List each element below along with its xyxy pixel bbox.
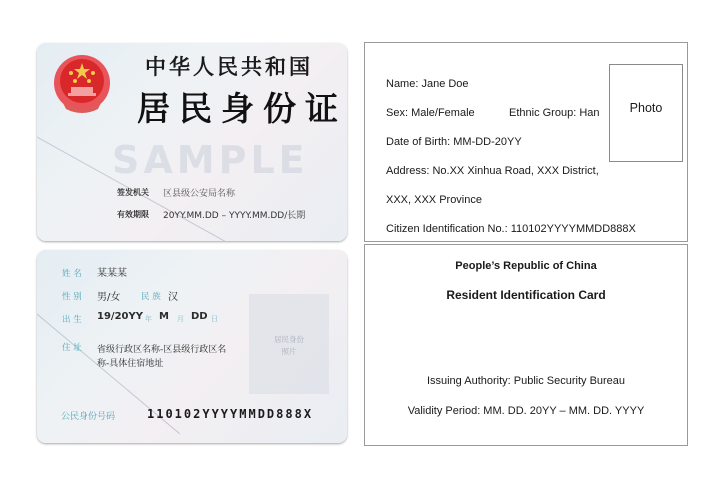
month-unit: 月 bbox=[177, 315, 184, 323]
date-of-birth-field: Date of Birth: MM-DD-20YY bbox=[386, 136, 522, 148]
issuing-authority-value: 区县级公安局名称 bbox=[163, 189, 236, 199]
citizen-id-field: Citizen Identification No.: 110102YYYYMMDD888X bbox=[386, 223, 636, 235]
sample-watermark: SAMPLE bbox=[112, 138, 309, 182]
birth-month: M bbox=[159, 311, 169, 322]
photo-placeholder-text: 居民身份 bbox=[274, 335, 304, 344]
id-card-back bbox=[37, 250, 347, 443]
issuing-authority-label: 签发机关 bbox=[117, 188, 149, 197]
national-emblem-icon bbox=[52, 53, 112, 117]
name-value-cn: 某某某 bbox=[97, 268, 127, 279]
address-label-cn: 住 址 bbox=[62, 343, 82, 353]
photo-placeholder bbox=[249, 294, 329, 394]
validity-period: Validity Period: MM. DD. 20YY – MM. DD. YYYY bbox=[407, 405, 645, 417]
id-number-label-cn: 公民身份号码 bbox=[61, 412, 116, 422]
address-line2-cn: 称-具体住宿地址 bbox=[97, 359, 164, 369]
issuing-authority: Issuing Authority: Public Security Bureau bbox=[426, 375, 626, 387]
photo-label: Photo bbox=[629, 101, 663, 115]
photo-placeholder-text: 照片 bbox=[281, 347, 297, 356]
english-translation-front bbox=[364, 42, 688, 242]
address-line2-field: XXX, XXX Province bbox=[386, 194, 482, 206]
ethnic-label-cn: 民 族 bbox=[141, 292, 161, 302]
card-title: Resident Identification Card bbox=[446, 288, 606, 302]
year-unit: 年 bbox=[145, 315, 152, 323]
validity-value: 20YY.MM.DD – YYYY.MM.DD/长期 bbox=[163, 211, 306, 221]
name-label-cn: 姓 名 bbox=[62, 269, 82, 279]
english-translation-back bbox=[364, 244, 688, 446]
id-card-front bbox=[37, 43, 347, 241]
id-number-cn: 110102YYYYMMDD888X bbox=[147, 407, 314, 421]
address-line1-cn: 省级行政区名称-区县级行政区名 bbox=[97, 345, 227, 355]
sex-field: Sex: Male/Female bbox=[386, 107, 475, 119]
validity-label: 有效期限 bbox=[117, 210, 149, 219]
sex-label-cn: 性 别 bbox=[62, 292, 82, 302]
sex-value-cn: 男/女 bbox=[97, 292, 121, 303]
address-line1-field: Address: No.XX Xinhua Road, XXX District, bbox=[386, 165, 599, 177]
card-title-cn: 居民身份证 bbox=[137, 89, 347, 128]
name-field: Name: Jane Doe bbox=[386, 78, 469, 90]
day-unit: 日 bbox=[211, 315, 218, 323]
country-title: People’s Republic of China bbox=[455, 260, 597, 272]
birth-year: 19/20YY bbox=[97, 311, 143, 322]
photo-box bbox=[609, 64, 683, 162]
country-title-cn: 中华人民共和国 bbox=[145, 54, 313, 79]
ethnic-value-cn: 汉 bbox=[168, 292, 178, 303]
ethnic-group-field: Ethnic Group: Han bbox=[509, 107, 600, 119]
birth-day: DD bbox=[191, 311, 208, 322]
birth-label-cn: 出 生 bbox=[62, 315, 82, 325]
